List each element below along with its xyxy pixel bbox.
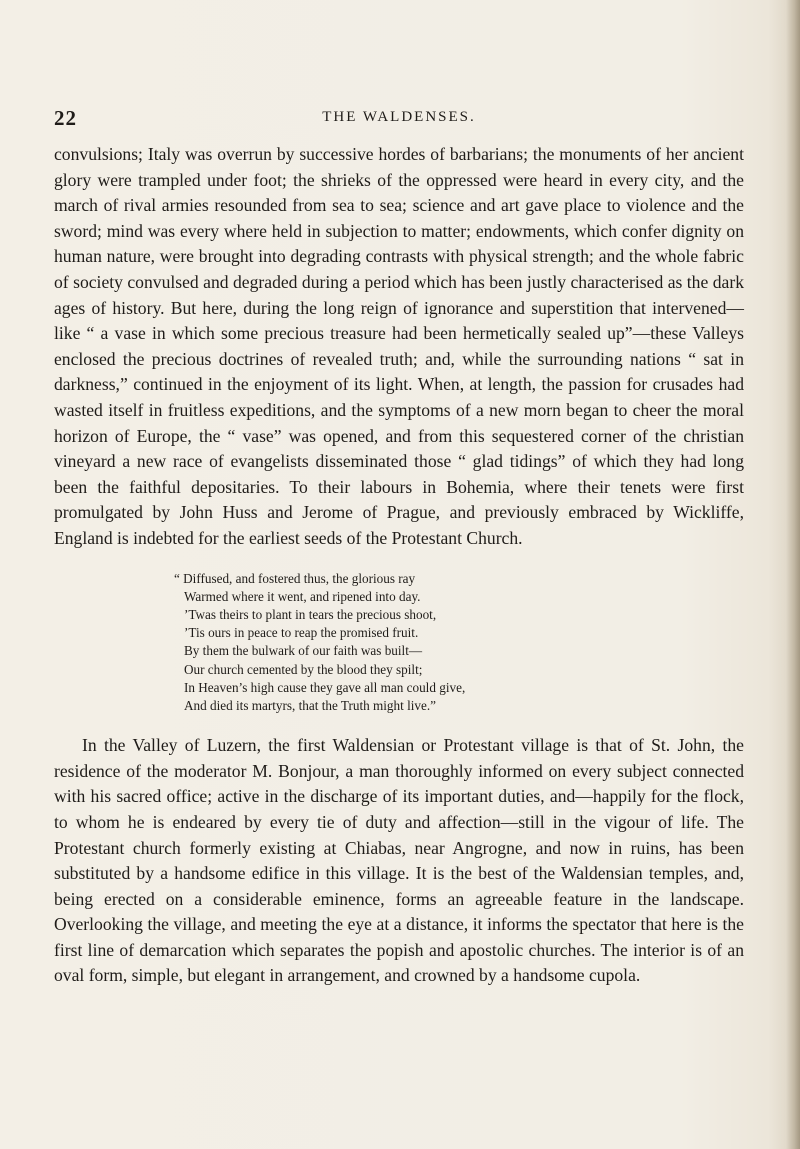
poem-line: ’Tis ours in peace to reap the promised fruit. [184, 625, 419, 641]
poem-line: In Heaven’s high cause they gave all man could give, [184, 679, 466, 695]
page-number: 22 [54, 106, 77, 130]
running-head: THE WALDENSES. [322, 109, 476, 125]
page-edge-shadow [786, 0, 800, 1149]
poem-line: ’Twas theirs to plant in tears the precious shoot, [184, 606, 437, 622]
poem-line: “ Diffused, and fostered thus, the glorious ray [174, 570, 416, 586]
page-body [54, 142, 744, 989]
poem-line: Warmed where it went, and ripened into day. [184, 588, 421, 604]
paragraph-1: convulsions; Italy was overrun by successive hordes of barbarians; the monuments of her ancient glory were trampled under foot; the shrieks of the oppressed were heard in every city, and the march of rival armies resounded from sea to sea; science and art gave place to violence and the sword; mind was every where held in subjection to matter; endowments, which confer dignity on human nature, were brought into degrading contrasts with physical strength; and the whole fabric of society convulsed and degraded during a period which has been justly characterised as the dark ages of history. But here, during the long reign of ignorance and superstition that intervened—like “ a vase in which some precious treasure had been hermetically sealed up”—these Valleys enclosed the precious doctrines of revealed truth; and, while the surrounding nations “ sat in darkness,” continued in the enjoyment of its light. When, at length, the passion for crusades had wasted itself in fruitless expeditions, and the symptoms of a new morn began to cheer the moral horizon of Europe, the “ vase” was opened, and from this sequestered corner of the christian vineyard a new race of evangelists disseminated those “ glad tidings” of which they had long been the faithful depositaries. To their labours in Bohemia, where their tenets were first promulgated by John Huss and Jerome of Prague, and previously embraced by Wickliffe, England is indebted for the earliest seeds of the Protestant Church. [54, 144, 744, 548]
page-header [54, 106, 744, 128]
poem-line: By them the bulwark of our faith was built— [184, 643, 423, 659]
poem-line: Our church cemented by the blood they spilt; [184, 661, 423, 677]
poem-line: And died its martyrs, that the Truth might live.” [184, 697, 437, 713]
poem-quotation [54, 570, 744, 716]
paragraph-2: In the Valley of Luzern, the first Waldensian or Protestant village is that of St. John, the residence of the moderator M. Bonjour, a man thoroughly informed on every subject connected with his sacred office; active in the discharge of its important duties, and—happily for the flock, to whom he is endeared by every tie of duty and affection—still in the vigour of life. The Protestant church formerly existing at Chiabas, near Angrogne, and now in ruins, has been substituted by a handsome edifice in this village. It is the best of the Waldensian temples, and, being erected on a considerable eminence, forms an agreeable feature in the landscape. Overlooking the village, and meeting the eye at a distance, it informs the spectator that here is the first line of demarcation which separates the popish and apostolic churches. The interior is of an oval form, simple, but elegant in arrangement, and crowned by a handsome cupola. [54, 735, 744, 986]
